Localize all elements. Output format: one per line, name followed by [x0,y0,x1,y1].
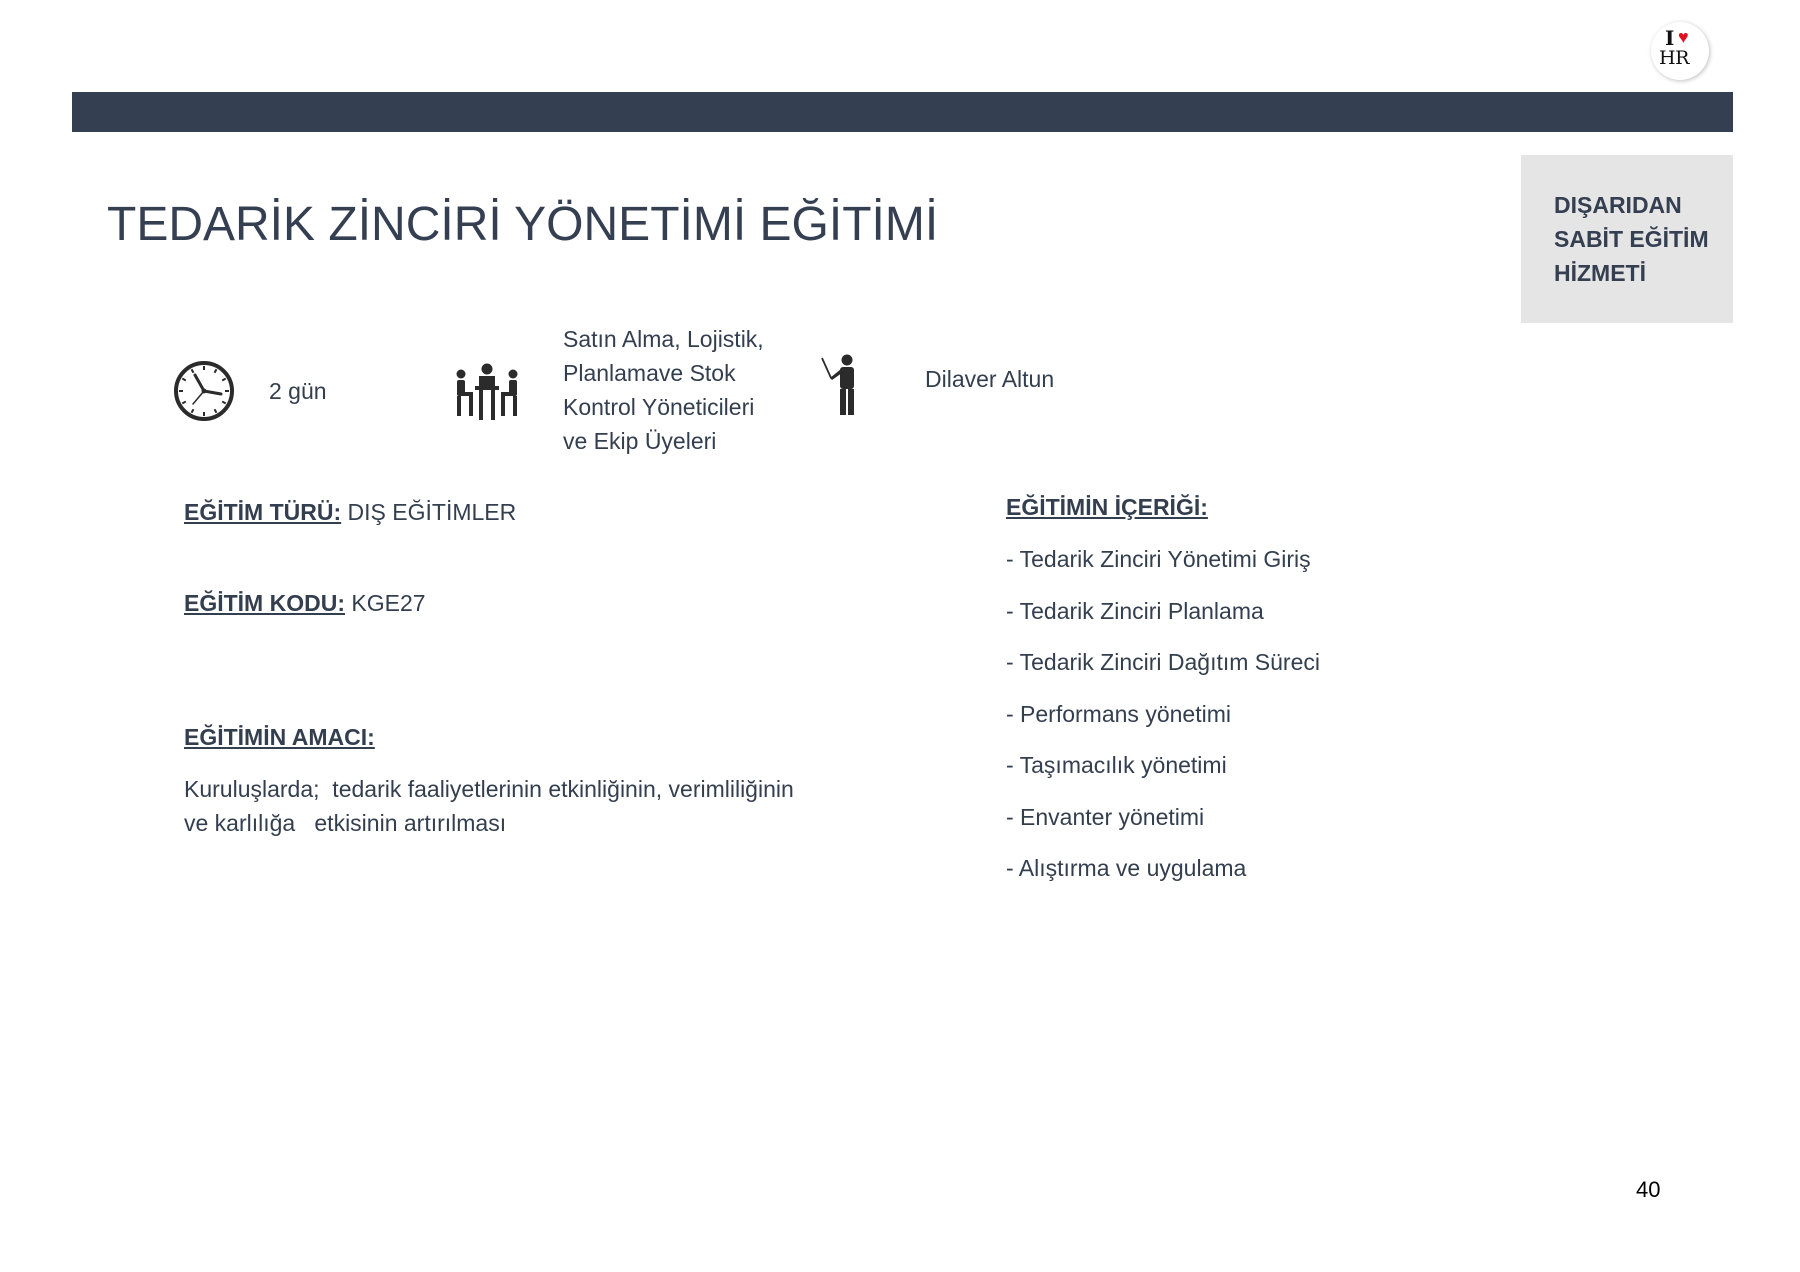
page-number: 40 [1636,1177,1661,1202]
logo-badge [1651,22,1709,80]
audience-line: Kontrol Yöneticileri [563,394,755,420]
purpose-label: EĞİTİMİN AMACI: [184,724,375,750]
list-item: - Performans yönetimi [1006,700,1231,727]
service-line: SABİT EĞİTİM [1554,226,1709,252]
training-type-value: DIŞ EĞİTİMLER [341,499,517,525]
presenter-icon [820,354,864,418]
clock-icon [173,360,235,422]
purpose-line: Kuruluşlarda; tedarik faaliyetlerinin etkinliğinin, verimliliğinin [184,776,794,802]
training-code-label: EĞİTİM KODU: [184,590,345,616]
duration-text: 2 gün [269,378,327,404]
list-item: - Tedarik Zinciri Planlama [1006,597,1264,624]
list-item: - Tedarik Zinciri Yönetimi Giriş [1006,546,1311,572]
training-code [184,586,426,620]
audience-text [563,322,764,458]
contents-heading: EĞİTİMİN İÇERİĞİ: [1006,494,1208,520]
logo-letters-hr: HR [1659,47,1689,69]
meeting-people-icon [455,362,519,422]
list-item: - Alıştırma ve uygulama [1006,855,1247,881]
service-line: HİZMETİ [1554,260,1646,286]
list-item: - Tedarik Zinciri Dağıtım Süreci [1006,649,1320,675]
purpose-line: ve karlılığa etkisinin artırılması [184,810,507,836]
service-type-box [1521,155,1733,323]
purpose-text [184,772,794,840]
logo-letter-i: I [1665,26,1675,50]
training-code-value: KGE27 [345,590,426,616]
audience-line: Planlamave Stok [563,360,736,386]
audience-line: ve Ekip Üyeleri [563,428,717,454]
contents-list [1006,542,1320,903]
list-item: - Taşımacılık yönetimi [1006,752,1227,778]
training-type-label: EĞİTİM TÜRÜ: [184,499,342,525]
list-item: - Envanter yönetimi [1006,803,1205,830]
page-title: TEDARİK ZİNCİRİ YÖNETİMİ EĞİTİMİ [107,198,939,251]
trainer-name: Dilaver Altun [925,366,1055,392]
header-band [72,92,1733,132]
training-type [184,495,516,529]
audience-line: Satın Alma, Lojistik, [563,326,764,352]
purpose-heading [184,720,375,754]
service-line: DIŞARIDAN [1554,192,1682,218]
heart-icon: ♥ [1678,27,1689,47]
